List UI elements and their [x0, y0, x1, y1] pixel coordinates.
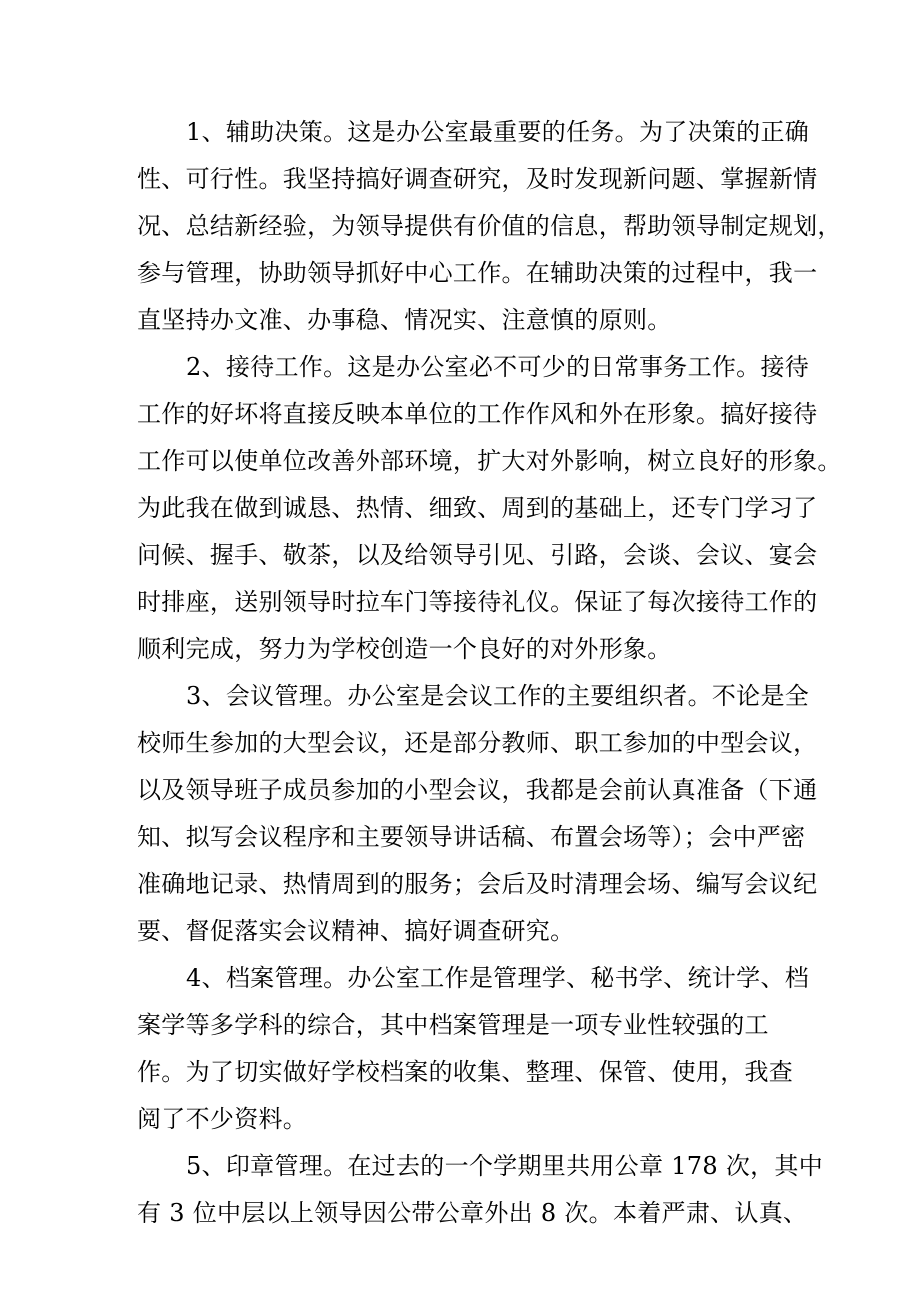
- text-line: 要、督促落实会议精神、搞好调查研究。: [137, 917, 575, 945]
- text-line: 有 3 位中层以上领导因公带公章外出 8 次。本着严肃、认真、: [137, 1199, 808, 1227]
- text-line: 阅了不少资料。: [137, 1105, 308, 1133]
- text-line: 性、可行性。我坚持搞好调查研究，及时发现新问题、掌握新情: [137, 165, 818, 193]
- text-line: 直坚持办文准、办事稳、情况实、注意慎的原则。: [137, 306, 672, 334]
- text-line: 案学等多学科的综合，其中档案管理是一项专业性较强的工: [137, 1011, 769, 1039]
- text-line: 参与管理，协助领导抓好中心工作。在辅助决策的过程中，我一: [137, 259, 818, 287]
- text-line: 时排座，送别领导时拉车门等接待礼仪。保证了每次接待工作的: [137, 588, 818, 616]
- text-line: 2、接待工作。这是办公室必不可少的日常事务工作。接待: [186, 353, 810, 381]
- text-line: 1、辅助决策。这是办公室最重要的任务。为了决策的正确: [186, 118, 810, 146]
- text-line: 问候、握手、敬茶，以及给领导引见、引路，会谈、会议、宴会: [137, 541, 818, 569]
- text-line: 工作可以使单位改善外部环境，扩大对外影响，树立良好的形象。: [137, 447, 842, 475]
- text-line: 校师生参加的大型会议，还是部分教师、职工参加的中型会议，: [137, 729, 818, 757]
- text-line: 以及领导班子成员参加的小型会议，我都是会前认真准备（下通: [137, 776, 818, 804]
- text-line: 作。为了切实做好学校档案的收集、整理、保管、使用，我查: [137, 1058, 794, 1086]
- text-line: 准确地记录、热情周到的服务；会后及时清理会场、编写会议纪: [137, 870, 818, 898]
- text-line: 为此我在做到诚恳、热情、细致、周到的基础上，还专门学习了: [137, 494, 818, 522]
- text-line: 顺利完成，努力为学校创造一个良好的对外形象。: [137, 635, 672, 663]
- text-line: 况、总结新经验，为领导提供有价值的信息，帮助领导制定规划，: [137, 212, 842, 240]
- text-line: 工作的好坏将直接反映本单位的工作作风和外在形象。搞好接待: [137, 400, 818, 428]
- text-line: 4、档案管理。办公室工作是管理学、秘书学、统计学、档: [186, 964, 810, 992]
- text-line: 5、印章管理。在过去的一个学期里共用公章 178 次，其中: [186, 1152, 824, 1180]
- text-line: 3、会议管理。办公室是会议工作的主要组织者。不论是全: [186, 682, 810, 710]
- text-line: 知、拟写会议程序和主要领导讲话稿、布置会场等）；会中严密: [137, 823, 806, 851]
